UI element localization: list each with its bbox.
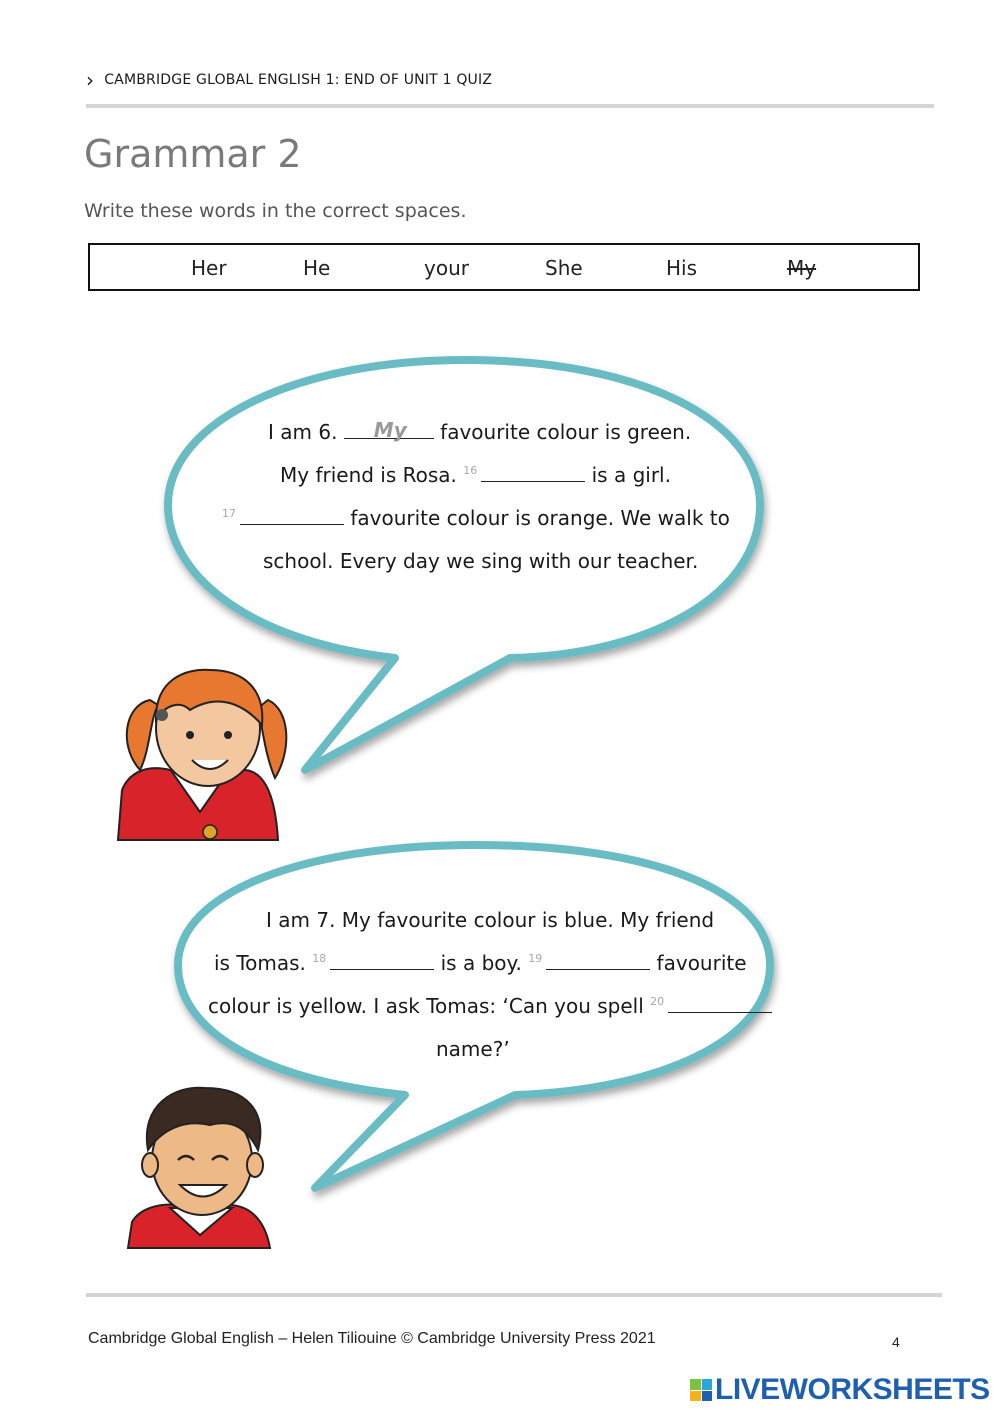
footer-divider <box>86 1293 942 1297</box>
question-number-16: 16 <box>463 464 478 478</box>
liveworksheets-logo <box>690 1373 990 1407</box>
bubble2-line3: colour is yellow. I ask Tomas: ‘Can you spell $^{20}$ <box>208 994 772 1018</box>
blank-16[interactable] <box>481 463 585 482</box>
word-he: He <box>303 256 331 280</box>
bubble1-line3: $^{17}$ favourite colour is orange. We walk to <box>222 506 730 530</box>
word-she: She <box>545 256 583 280</box>
blank-20[interactable] <box>668 994 772 1013</box>
example-answer: My <box>373 418 407 442</box>
chevron-right-icon: › <box>86 68 95 92</box>
example-answer-blank <box>344 418 434 442</box>
bubble2-line4: name?’ <box>436 1037 510 1061</box>
blank-18[interactable] <box>330 951 434 970</box>
girl-illustration <box>118 670 286 840</box>
bubble1-line4: school. Every day we sing with our teacher. <box>263 549 699 573</box>
word-your: your <box>424 256 469 280</box>
bubble1-line2: My friend is Rosa. $^{16}$ is a girl. <box>280 463 671 487</box>
word-my-struck: My <box>787 256 817 280</box>
page-number: 4 <box>892 1334 900 1350</box>
footer-credit: Cambridge Global English – Helen Tiliouine © Cambridge University Press 2021 <box>88 1330 656 1347</box>
question-number-18: 18 <box>312 952 327 966</box>
word-her: Her <box>191 256 227 280</box>
question-number-19: 19 <box>528 952 543 966</box>
bubble1-line1: I am 6. My favourite colour is green. <box>268 418 692 444</box>
instruction-text: Write these words in the correct spaces. <box>84 200 467 222</box>
bubble2-line1: I am 7. My favourite colour is blue. My friend <box>266 908 715 932</box>
question-number-20: 20 <box>650 995 665 1009</box>
word-his: His <box>666 256 698 280</box>
liveworksheets-icon <box>690 1379 712 1401</box>
boy-illustration <box>128 1088 270 1248</box>
logo-text: LIVEWORKSHEETS <box>715 1373 990 1406</box>
bubble2-line2: is Tomas. $^{18}$ is a boy. $^{19}$ favourite <box>214 951 747 975</box>
blank-17[interactable] <box>240 506 344 525</box>
section-title: Grammar 2 <box>84 132 302 176</box>
header-title: CAMBRIDGE GLOBAL ENGLISH 1: END OF UNIT 1 QUIZ <box>104 72 493 88</box>
blank-19[interactable] <box>546 951 650 970</box>
question-number-17: 17 <box>222 507 236 521</box>
